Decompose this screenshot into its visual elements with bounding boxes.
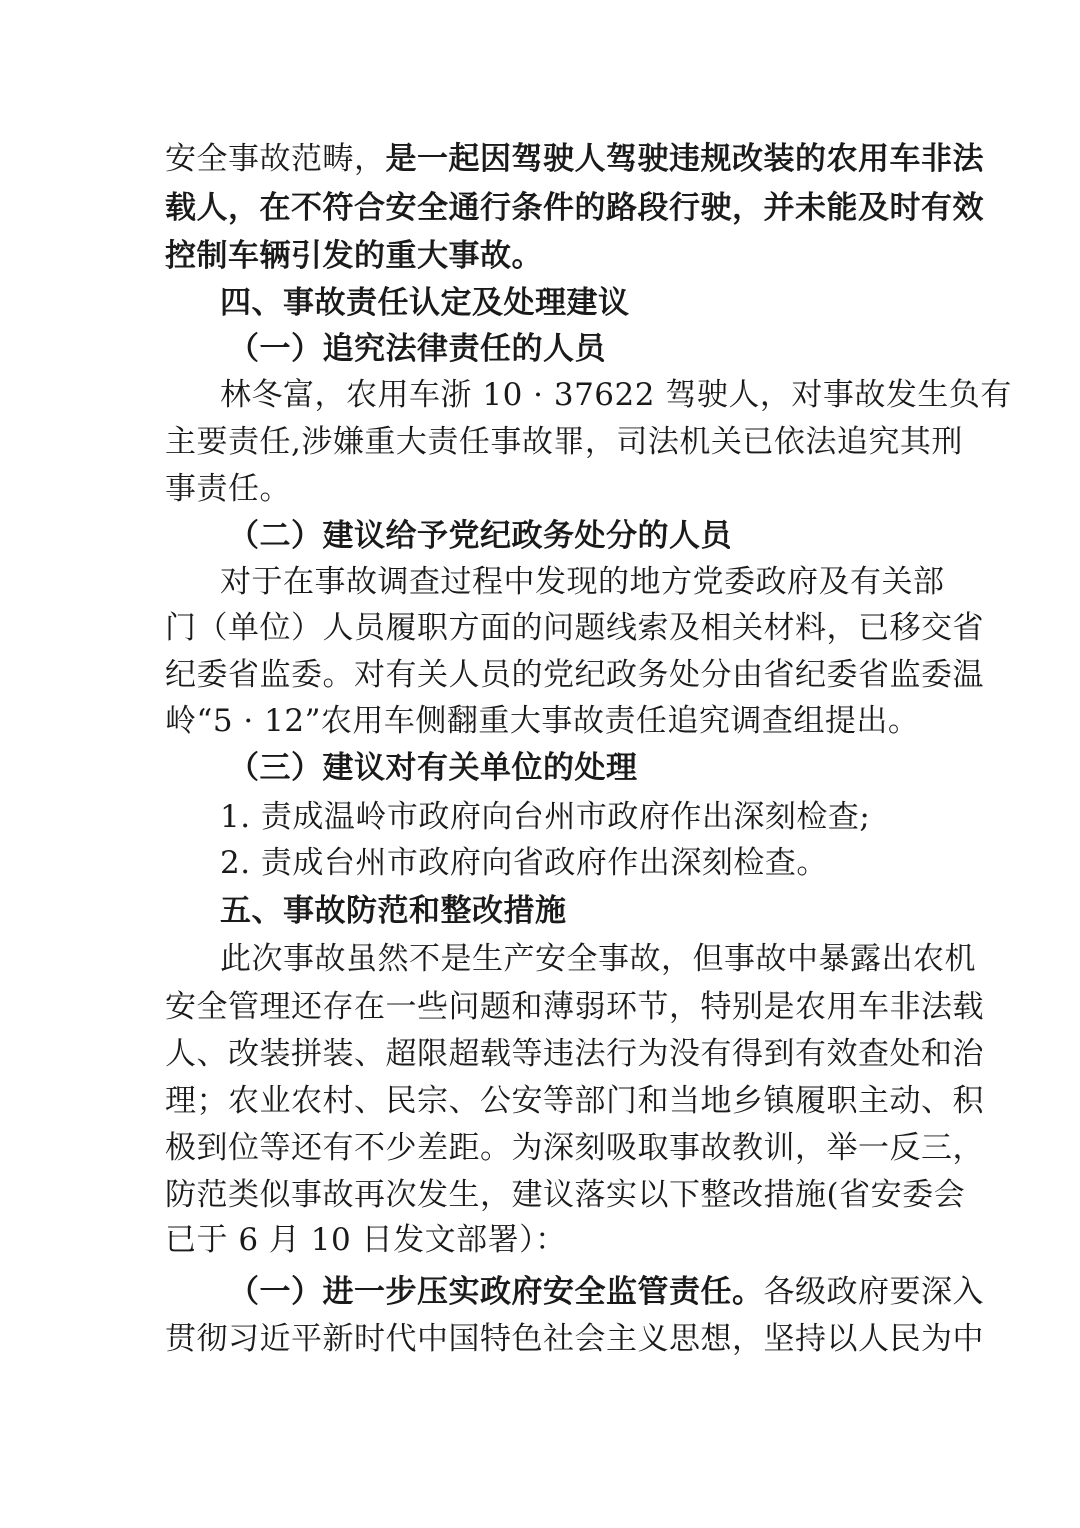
- section-heading: 五、事故防范和整改措施: [220, 893, 567, 929]
- paragraph-line: 贯彻习近平新时代中国特色社会主义思想，坚持以人民为中: [165, 1321, 984, 1357]
- subsection-heading: （二）建议给予党纪政务处分的人员: [228, 518, 732, 554]
- paragraph-line: [228, 1270, 984, 1314]
- paragraph-line: 林冬富，农用车浙 10 · 37622 驾驶人，对事故发生负有: [220, 377, 1012, 413]
- paragraph-line: 极到位等还有不少差距。为深刻吸取事故教训，举一反三，: [165, 1130, 984, 1166]
- paragraph-line: 安全管理还存在一些问题和薄弱环节，特别是农用车非法载: [165, 989, 984, 1025]
- paragraph-line: 事责任。: [165, 471, 291, 507]
- subsection-heading: （三）建议对有关单位的处理: [228, 750, 638, 786]
- paragraph-line: 已于 6 月 10 日发文部署）：: [165, 1222, 567, 1258]
- list-item: 1. 责成温岭市政府向台州市政府作出深刻检查;: [220, 799, 871, 835]
- subsection-heading: （一）追究法律责任的人员: [228, 331, 606, 367]
- section-heading: 四、事故责任认定及处理建议: [220, 285, 630, 321]
- paragraph-line: 此次事故虽然不是生产安全事故，但事故中暴露出农机: [220, 941, 976, 977]
- paragraph-line: 岭“5 · 12”农用车侧翻重大事故责任追究调查组提出。: [165, 703, 920, 739]
- paragraph-line-bold: 载人，在不符合安全通行条件的路段行驶，并未能及时有效: [165, 190, 984, 226]
- paragraph-line: 防范类似事故再次发生，建议落实以下整改措施(省安委会: [165, 1177, 966, 1213]
- paragraph-line-bold: 控制车辆引发的重大事故。: [165, 238, 543, 274]
- paragraph-line: 人、改装拼装、超限超载等违法行为没有得到有效查处和治: [165, 1036, 984, 1072]
- text-span-bold: 是一起因驾驶人驾驶违规改装的农用车非法: [385, 141, 984, 177]
- paragraph-line: [165, 137, 984, 181]
- text-span: 各级政府要深入: [763, 1274, 984, 1310]
- list-item: 2. 责成台州市政府向省政府作出深刻检查。: [220, 845, 828, 881]
- paragraph-line: 主要责任,涉嫌重大责任事故罪，司法机关已依法追究其刑: [165, 424, 963, 460]
- paragraph-line: 门（单位）人员履职方面的问题线索及相关材料，已移交省: [165, 610, 984, 646]
- paragraph-line: 理；农业农村、民宗、公安等部门和当地乡镇履职主动、积: [165, 1083, 984, 1119]
- text-span-bold: （一）进一步压实政府安全监管责任。: [228, 1274, 764, 1310]
- paragraph-line: 对于在事故调查过程中发现的地方党委政府及有关部: [220, 564, 945, 600]
- paragraph-line: 纪委省监委。对有关人员的党纪政务处分由省纪委省监委温: [165, 657, 984, 693]
- text-span: 安全事故范畴，: [165, 141, 386, 177]
